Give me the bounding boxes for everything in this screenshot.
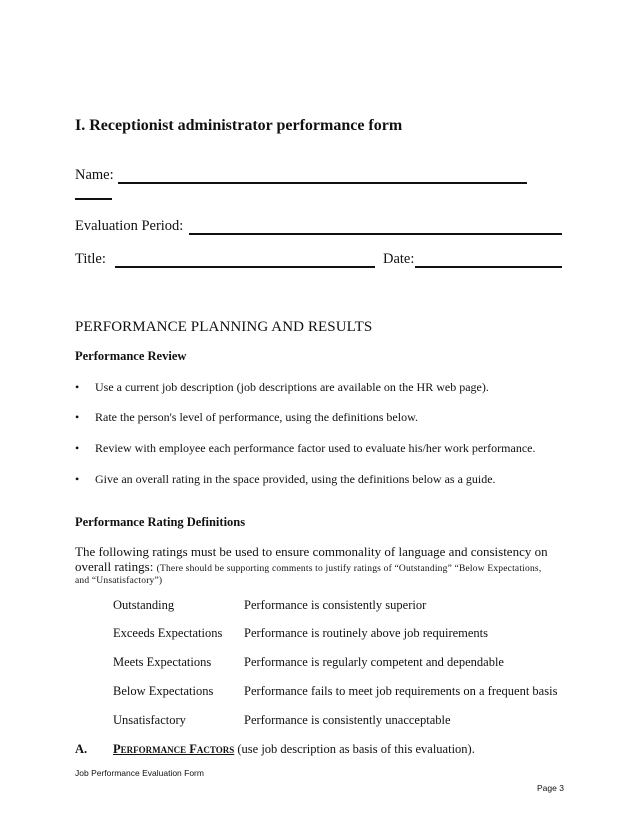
rating-name: Meets Expectations bbox=[113, 655, 212, 669]
bullet-icon: • bbox=[75, 380, 80, 394]
bullet-text: Give an overall rating in the space provided, using the definitions below as a guide. bbox=[95, 472, 496, 486]
name-field-line-continued[interactable] bbox=[75, 198, 112, 200]
bullet-text: Use a current job description (job descriptions are available on the HR web page). bbox=[95, 380, 489, 394]
name-field-line[interactable] bbox=[118, 182, 527, 184]
title-label: Title: bbox=[75, 251, 106, 267]
section-heading: PERFORMANCE PLANNING AND RESULTS bbox=[75, 319, 373, 335]
rating-name: Unsatisfactory bbox=[113, 713, 186, 727]
form-title: I. Receptionist administrator performance form bbox=[75, 117, 403, 134]
performance-review-heading: Performance Review bbox=[75, 349, 187, 363]
list-item bbox=[75, 472, 496, 487]
definitions-intro-note: (There should be supporting comments to justify ratings of “Outstanding” “Below Expectations, bbox=[156, 564, 542, 574]
list-item bbox=[75, 441, 535, 456]
bullet-icon: • bbox=[75, 410, 80, 424]
title-field-line[interactable] bbox=[115, 266, 375, 268]
factors-title: Performance Factors bbox=[113, 742, 235, 756]
rating-description: Performance fails to meet job requirements on a frequent basis bbox=[244, 684, 558, 698]
rating-description: Performance is regularly competent and dependable bbox=[244, 655, 504, 669]
evaluation-period-field-line[interactable] bbox=[189, 233, 562, 235]
bullet-text: Rate the person's level of performance, using the definitions below. bbox=[95, 410, 418, 424]
performance-factors-heading bbox=[75, 742, 475, 757]
footer-form-name: Job Performance Evaluation Form bbox=[75, 768, 204, 778]
rating-name: Outstanding bbox=[113, 598, 175, 612]
rating-name: Exceeds Expectations bbox=[113, 626, 223, 640]
rating-description: Performance is consistently unacceptable bbox=[244, 713, 451, 727]
bullet-text: Review with employee each performance factor used to evaluate his/her work performance. bbox=[95, 441, 536, 455]
definitions-intro-line1: The following ratings must be used to ensure commonality of language and consistency on bbox=[75, 544, 548, 559]
name-label: Name: bbox=[75, 167, 114, 183]
definitions-intro-main: overall ratings: bbox=[75, 559, 154, 574]
factors-letter: A. bbox=[75, 742, 88, 756]
bullet-icon: • bbox=[75, 441, 80, 455]
factors-note: (use job description as basis of this evaluation). bbox=[237, 742, 475, 756]
rating-description: Performance is consistently superior bbox=[244, 598, 427, 612]
evaluation-period-label: Evaluation Period: bbox=[75, 218, 184, 234]
bullet-icon: • bbox=[75, 472, 80, 486]
page-number: Page 3 bbox=[537, 783, 564, 793]
rating-definitions-heading: Performance Rating Definitions bbox=[75, 515, 246, 529]
rating-name: Below Expectations bbox=[113, 684, 214, 698]
definitions-intro-line3: and “Unsatisfactory”) bbox=[75, 576, 163, 586]
rating-description: Performance is routinely above job requirements bbox=[244, 626, 489, 640]
definitions-intro-line2 bbox=[75, 559, 541, 575]
date-label: Date: bbox=[383, 251, 415, 267]
list-item bbox=[75, 380, 489, 395]
date-field-line[interactable] bbox=[415, 266, 562, 268]
list-item bbox=[75, 410, 418, 425]
